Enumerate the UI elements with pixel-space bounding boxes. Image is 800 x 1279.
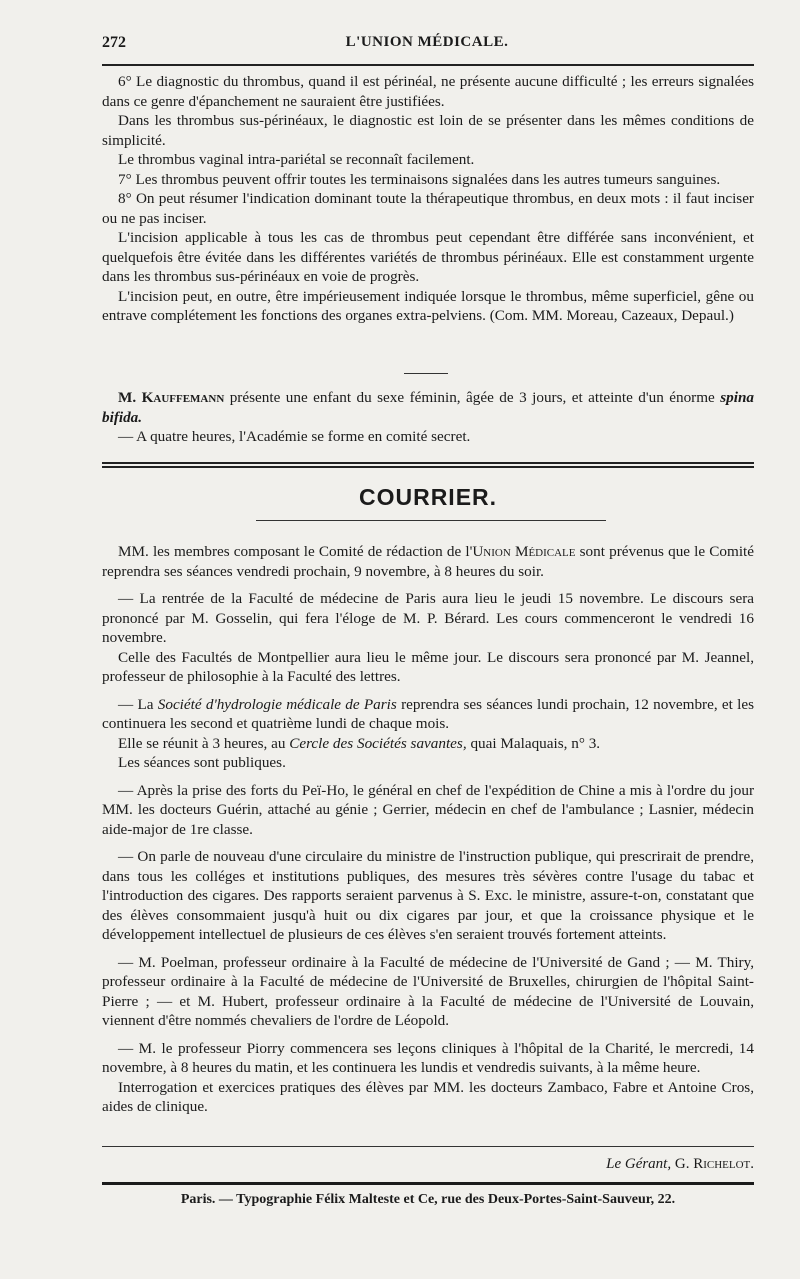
paragraph: Interrogation et exercices pratiques des élèves par MM. les docteurs Zambaco, Fabre et Antoine Cros, aides de clinique. [102,1078,754,1115]
paragraph: Dans les thrombus sus-périnéaux, le diagnostic est loin de se présenter dans les mêmes conditions de simplicité. [102,112,754,149]
academy-section [102,388,754,447]
text: sont prévenus que le Comité reprendra ses séances vendredi prochain, 9 novembre, à 8 heures du soir. [102,543,755,580]
paragraph: — A quatre heures, l'Académie se forme en comité secret. [118,428,471,445]
page-number: 272 [102,34,126,51]
paragraph: L'incision applicable à tous les cas de thrombus peut cependant être différée sans inconvénient, et quelquefois être évitée dans les différentes variétés de thrombus périnéaux. Elle est constamment urgente dans les thrombus sus-périnéaux en voie de progrès. [102,229,754,285]
courrier-section [102,542,754,1117]
paragraph: — On parle de nouveau d'une circulaire du ministre de l'instruction publique, qui prescrirait de prendre, dans tous les colléges et institutions publiques, des mesures très sévères contre l'usage du tabac et l'introduction des cigares. Des rapports seraient parvenus à S. Exc. le ministre, assure-t-on, constatant que des élèves consommaient jusqu'à huit ou dix cigares par jour, et que la croissance physique et le développement intellectuel de plusieurs de ces élèves s'en seraient trouvés fortement atteints. [102,848,754,943]
signature-label: Le Gérant, [606,1156,672,1172]
paragraph: — M. Poelman, professeur ordinaire à la Faculté de médecine de l'Université de Gand ; — M. Thiry, professeur ordinaire à la Faculté de médecine de l'Université de Bruxelles, chirurgien de l'hôpital Saint-Pierre ; — et M. Hubert, professeur ordinaire à la Faculté de médecine de l'Université de Louvain, viennent d'être nommés chevaliers de l'ordre de Léopold. [102,953,754,1029]
signature-rule [102,1146,754,1147]
paragraph: 8° On peut résumer l'indication dominant toute la thérapeutique thrombus, en deux mots : il faut inciser ou ne pas inciser. [102,190,754,227]
venue-name: Cercle des Sociétés savantes, [289,734,467,752]
text: reprendra ses séances lundi prochain, 12 novembre, et les continuera les second et quatrième lundi de chaque mois. [102,695,755,732]
paragraph [102,734,754,754]
paragraph: Le thrombus vaginal intra-pariétal se reconnaît facilement. [118,151,475,168]
person-name: M. Kauffemann [118,389,225,406]
italic-term: spina bifida. [102,389,754,426]
society-name: Société d'hydrologie médicale de Paris [157,695,397,713]
page-header [102,30,752,62]
text: MM. les membres composant le Comité de rédaction de l' [118,543,473,560]
text: quai Malaquais, n° 3. [466,734,601,752]
paragraph [102,542,754,581]
paragraph: 6° Le diagnostic du thrombus, quand il est périnéal, ne présente aucune difficulté ; les erreurs signalées dans ce genre d'épanchement ne sauraient être justifiées. [102,73,754,110]
section-title-courrier: COURRIER. [358,484,498,510]
paragraph: L'incision peut, en outre, être impérieusement indiquée lorsque le thrombus, même superficiel, gêne ou entrave complétement les fonctions des organes extra-pelviens. (Com. MM. Moreau, Cazeaux, Depaul.) [102,287,754,324]
paragraph: Les séances sont publiques. [118,754,286,771]
separator-rule [404,373,448,374]
paragraph: Celle des Facultés de Montpellier aura lieu le même jour. Le discours sera prononcé par M. Jeannel, professeur de philosophie à la Faculté des lettres. [102,648,754,685]
journal-name: Union Médicale [472,543,576,560]
text: — La [118,695,158,713]
signature [102,1156,754,1173]
paragraph-text: présente une enfant du sexe féminin, âgée de 3 jours, et atteinte d'un énorme [224,389,721,406]
paragraph: — M. le professeur Piorry commencera ses leçons cliniques à l'hôpital de la Charité, le mercredi, 14 novembre, à 8 heures du matin, et les continuera les lundis et vendredis suivants, à la même heure. [102,1039,754,1076]
paragraph: 7° Les thrombus peuvent offrir toutes les terminaisons signalées dans les autres tumeurs sanguines. [118,170,721,188]
footer-rule [102,1182,754,1185]
header-rule [102,64,754,66]
paragraph: — Après la prise des forts du Peï-Ho, le général en chef de l'expédition de Chine a mis à l'ordre du jour MM. les docteurs Guérin, attaché au génie ; Gerrier, médecin en chef de l'ambulance ; Lasnier, médecin aide-major de 1re classe. [102,781,754,838]
signature-name: G. Richelot. [674,1156,754,1172]
printer-imprint: Paris. — Typographie Félix Malteste et Ce, rue des Deux-Portes-Saint-Sauveur, 22. [180,1192,676,1207]
conclusions-section [102,72,754,326]
title-underline [256,520,606,521]
text: Elle se réunit à 3 heures, au [118,734,290,752]
paragraph [102,695,754,734]
paragraph: — La rentrée de la Faculté de médecine de Paris aura lieu le jeudi 15 novembre. Le discours sera prononcé par M. Gosselin, qui fera l'éloge de M. P. Bérard. Les cours commenceront le vendredi 16 novembre. [102,590,754,646]
kauffemann-paragraph [102,388,754,427]
section-double-rule [102,462,754,468]
journal-title: L'UNION MÉDICALE. [345,34,509,50]
